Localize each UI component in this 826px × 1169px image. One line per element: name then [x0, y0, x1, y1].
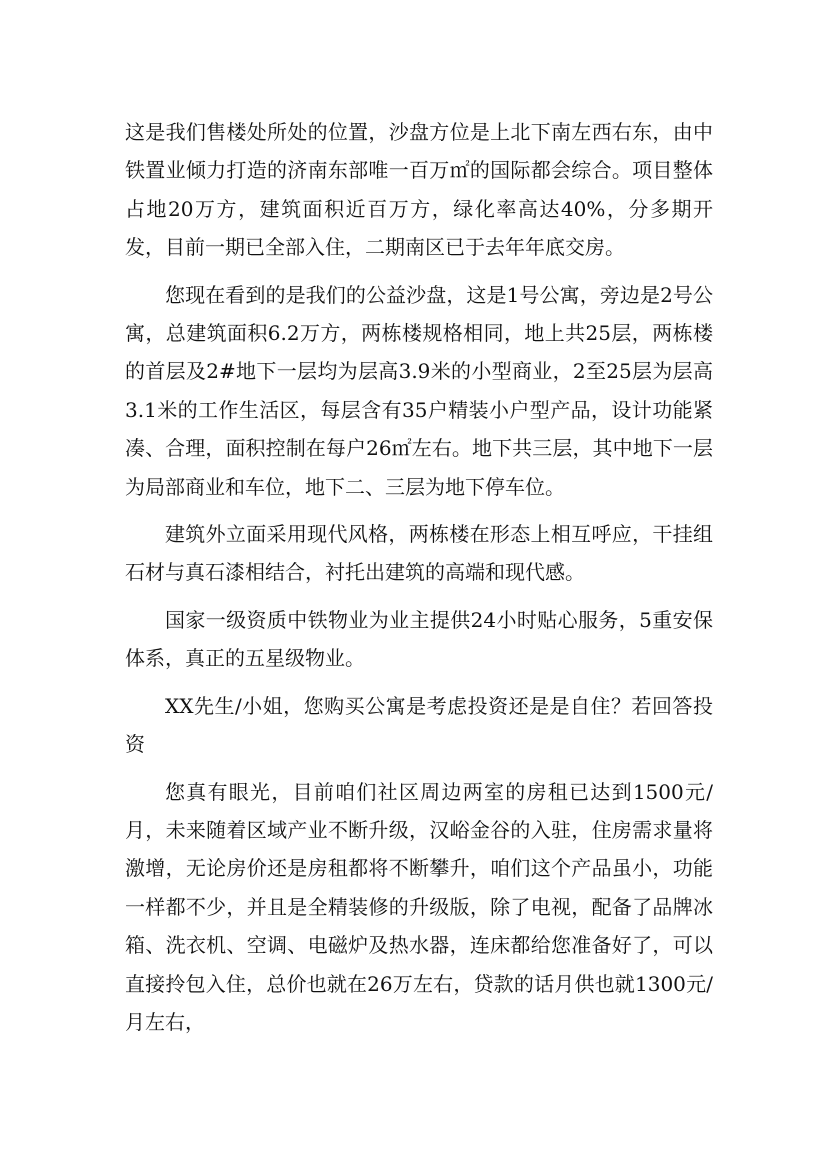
paragraph-property-service: 国家一级资质中铁物业为业主提供24小时贴心服务，5重安保体系，真正的五星级物业。: [125, 607, 713, 671]
paragraph-facade: 建筑外立面采用现代风格，两栋楼在形态上相互呼应，干挂组石材与真石漆相结合，衬托出建筑的高端和现代感。: [125, 522, 713, 585]
document-body: [125, 113, 713, 1050]
paragraph-question: XX先生/小姐，您购买公寓是考虑投资还是是自住？若回答投资: [125, 693, 713, 757]
paragraph-location-intro: 这是我们售楼处所处的位置，沙盘方位是上北下南左西右东，由中铁置业倾力打造的济南东部唯一百万㎡的国际都会综合。项目整体占地20万方，建筑面积近百万方，绿化率高达40%，分多期开发，目前一期已全部入住，二期南区已于去年年底交房。: [125, 120, 713, 260]
paragraph-sand-table: 您现在看到的是我们的公益沙盘，这是1号公寓，旁边是2号公寓，总建筑面积6.2万方，两栋楼规格相同，地上共25层，两栋楼的首层及2#地下一层均为层高3.9米的小型商业，2至25层为层高3.1米的工作生活区，每层含有35户精装小户型产品，设计功能紧凑、合理，面积控制在每户26㎡左右。地下共三层，其中地下一层为局部商业和车位，地下二、三层为地下停车位。: [125, 282, 713, 499]
paragraph-investment-answer: 您真有眼光，目前咱们社区周边两室的房租已达到1500元/月，未来随着区域产业不断升级，汉峪金谷的入驻，住房需求量将激增，无论房价还是房租都将不断攀升，咱们这个产品虽小，功能一样都不少，并且是全精装修的升级版，除了电视，配备了品牌冰箱、洗衣机、空调、电磁炉及热水器，连床都给您准备好了，可以直接拎包入住，总价也就在26万左右，贷款的话月供也就1300元/月左右，: [125, 779, 713, 1034]
